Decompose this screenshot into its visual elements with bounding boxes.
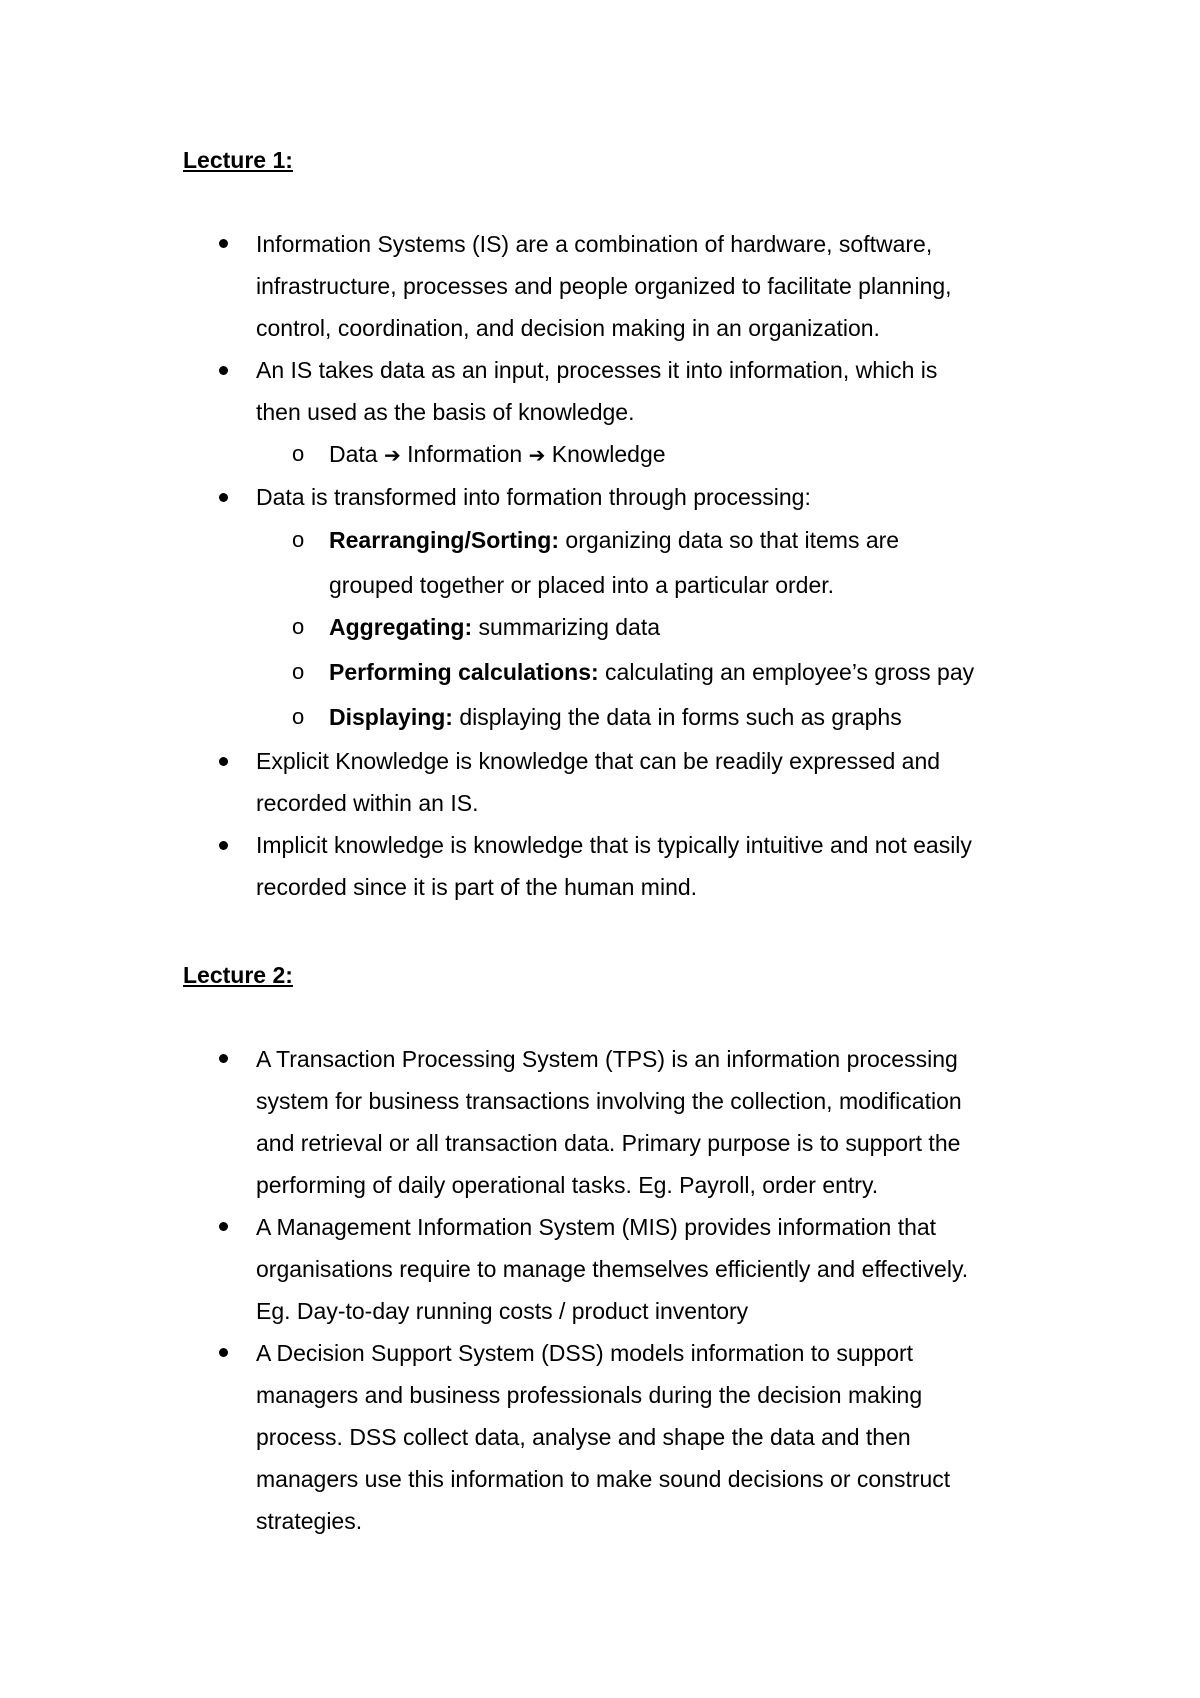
l1-b1-line3: control, coordination, and decision making in an organization. — [256, 315, 880, 341]
sub-item-displaying — [329, 702, 902, 732]
arrow-right-icon: ➔ — [383, 445, 401, 467]
sub-desc: organizing data so that items are — [559, 527, 900, 553]
sub-item-sorting-cont: grouped together or placed into a particular order. — [329, 572, 835, 598]
l1-b3-line1: Data is transformed into formation through processing: — [256, 484, 811, 510]
sub-desc: summarizing data — [472, 614, 661, 640]
sub-bullet-icon: o — [292, 614, 305, 639]
l2-b1-line1: A Transaction Processing System (TPS) is an information processing — [256, 1046, 958, 1072]
flow-information: Information — [407, 441, 523, 467]
sub-term: Performing calculations: — [329, 659, 599, 685]
l1-b1-line2: infrastructure, processes and people organized to facilitate planning, — [256, 273, 952, 299]
bullet-icon — [219, 366, 228, 375]
bullet-icon — [219, 1054, 228, 1063]
l2-b3-line3: process. DSS collect data, analyse and shape the data and then — [256, 1424, 911, 1450]
sub-term: Rearranging/Sorting: — [329, 527, 560, 553]
bullet-icon — [219, 493, 228, 502]
bullet-icon — [219, 841, 228, 850]
l1-b4-line2: recorded within an IS. — [256, 790, 479, 816]
sub-bullet-icon: o — [292, 527, 305, 552]
sub-desc: calculating an employee’s gross pay — [598, 659, 975, 685]
l2-b3-line2: managers and business professionals during the decision making — [256, 1382, 923, 1408]
sub-item-aggregating — [329, 612, 660, 642]
l2-b2-line1: A Management Information System (MIS) provides information that — [256, 1214, 937, 1240]
arrow-right-icon: ➔ — [528, 445, 546, 467]
l1-b1-line1: Information Systems (IS) are a combination of hardware, software, — [256, 231, 933, 257]
bullet-icon — [219, 757, 228, 766]
l1-b5-line2: recorded since it is part of the human mind. — [256, 874, 698, 900]
l2-b3-line4: managers use this information to make sound decisions or construct — [256, 1466, 951, 1492]
lecture-2-heading: Lecture 2: — [183, 962, 293, 988]
l2-b3-line5: strategies. — [256, 1508, 363, 1534]
bullet-icon — [219, 239, 228, 248]
sub-item-sorting — [329, 525, 899, 555]
flow-knowledge: Knowledge — [551, 441, 666, 467]
bullet-icon — [219, 1222, 228, 1231]
sub-item-calculations — [329, 657, 974, 687]
flow-data: Data — [329, 441, 378, 467]
sub-bullet-icon: o — [292, 659, 305, 684]
lecture-1-heading: Lecture 1: — [183, 147, 293, 173]
l2-b1-line4: performing of daily operational tasks. Eg. Payroll, order entry. — [256, 1172, 879, 1198]
l1-b2-line2: then used as the basis of knowledge. — [256, 399, 635, 425]
sub-desc: displaying the data in forms such as graphs — [452, 704, 902, 730]
sub-term: Aggregating: — [329, 614, 473, 640]
data-flow — [329, 439, 666, 471]
sub-bullet-icon: o — [292, 441, 305, 466]
l2-b2-line3: Eg. Day-to-day running costs / product inventory — [256, 1298, 749, 1324]
l2-b2-line2: organisations require to manage themselves efficiently and effectively. — [256, 1256, 969, 1282]
sub-term: Displaying: — [329, 704, 453, 730]
bullet-icon — [219, 1348, 228, 1357]
l1-b2-line1: An IS takes data as an input, processes it into information, which is — [256, 357, 938, 383]
l2-b1-line3: and retrieval or all transaction data. Primary purpose is to support the — [256, 1130, 961, 1156]
l1-b5-line1: Implicit knowledge is knowledge that is typically intuitive and not easily — [256, 832, 972, 858]
l2-b3-line1: A Decision Support System (DSS) models information to support — [256, 1340, 914, 1366]
l1-b4-line1: Explicit Knowledge is knowledge that can be readily expressed and — [256, 748, 941, 774]
l2-b1-line2: system for business transactions involving the collection, modification — [256, 1088, 962, 1114]
sub-bullet-icon: o — [292, 704, 305, 729]
